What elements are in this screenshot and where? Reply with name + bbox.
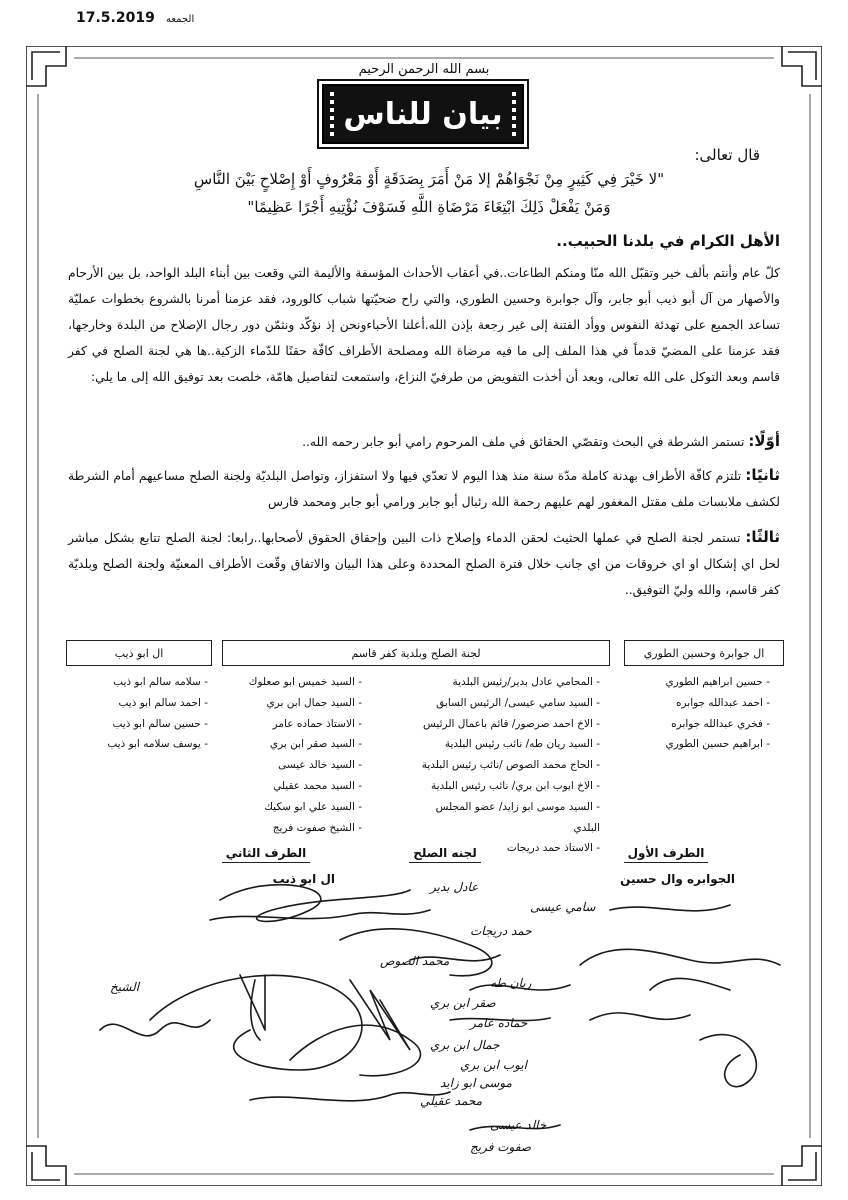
quran-verse-line-1: "لا خَيْرَ فِي كَثِيرٍ مِنْ نَجْوَاهُمْ إلا مَنْ أَمَرَ بِصَدَقَةٍ أَوْ مَعْرُوفٍ أَوْ إِصْلاحٍ بَيْنَ النَّاسِ (193, 170, 665, 188)
signature-heading-second-party (196, 846, 336, 863)
members-jawabra (630, 672, 770, 755)
list-item: - احمد عبدالله جوابره (675, 696, 770, 709)
point-3-text: تستمر لجنة الصلح في عملها الحثيث لحقن الدماء وإصلاح ذات البين وإحقاق الحقوق لأصحابها..رابعا: لجنة الصلح تتابع بشكل مباشر لحل اي إشكال او اي خروقات من اي جانب خلال فترة الصلح المحددة وعلى هذا البيان والاتفاق وقّعت الأطراف المعنيّة ولجنة الصلح وبلديّة كفر قاسم، والله وليّ التوفيق.. (68, 531, 780, 597)
list-item: - الاستاذ حماده عامر (272, 717, 362, 730)
signature-text: سامي عيسى (530, 900, 596, 914)
quran-verse-line-2: وَمَنْ يَفْعَلْ ذَلِكَ ابْتِغَاءَ مَرْضَاةِ اللَّهِ فَسَوْفَ نُؤْتِيهِ أَجْرًا عَظِيمًا" (247, 198, 611, 216)
party-heading-jawabra: ال جوابرة وحسين الطوري (624, 640, 784, 666)
members-committee-col1 (420, 672, 600, 859)
bismillah: بسم الله الرحمن الرحيم (358, 62, 490, 77)
signature-text: محمد عقيلي (420, 1094, 483, 1108)
list-item: - حسين ابراهيم الطوري (665, 676, 770, 688)
point-3-lead: ثالثًا: (745, 528, 780, 546)
quran-intro: قال تعالى: (694, 146, 760, 164)
list-item: - السيد موسى ابو زايد/ عضو المجلس البلدي (435, 800, 600, 834)
list-item: - سلامه سالم ابو ذيب (113, 676, 208, 688)
signature-text: الشيخ (110, 980, 140, 994)
signature-text: ريان طه (490, 976, 532, 990)
point-2-text: تلتزم كافّة الأطراف بهدنة كاملة مدّة سنة منذ هذا اليوم لا تعدّي فيها ولا استفزاز، وتواصل البلديّة ولجنة الصلح مساعيهم أمام الشرطة لكشف ملابسات ملف مقتل المغفور لهم عليهم رحمة الله رئبال أبو جابر ورامي أبو جابر ومحمد فارس (68, 469, 780, 509)
list-item: - السيد محمد عقيلي (273, 779, 362, 792)
signature-text: جمال ابن بري (430, 1038, 500, 1052)
body-paragraph: كلّ عام وأنتم بألف خير وتقبّل الله منّا ومنكم الطاعات..في أعقاب الأحداث المؤسفة والأليمة التي وقعت بين أبناء البلد الواحد، بل بين الأرحام والأصهار من آل أبو ذيب أبو جابر، وآل جوابرة وحسين الطوري، والتي راح ضحيّتها شباب كالورود، فقد عزمنا أمرنا بالشروع بخطوات عمليّة تساعد الجميع على تهدئة النفوس ووأد الفتنة إلى غير رجعة بإذن الله.أعلنا الأحباءونحن إذ نؤكّد ونثمّن دور رجال الإصلاح من البلدة وخارجها، فقد عزمنا على المضيّ قدماً في هذا الملف إلى ما فيه مرضاة الله ومصلحة الأطراف كافّة حقنًا للدّماء الزكية..ها هي لجنة الصلح في كفر قاسم وبعد التوكل على الله تعالى، وبعد أن أخذت التفويض من طرفيّ النزاع، واستمعت لتفاصيل هامّة، خلصت بعد توفيق الله إلى ما يلي: (68, 266, 780, 384)
list-item: - السيد جمال ابن بري (266, 696, 362, 709)
greeting: الأهل الكرام في بلدنا الحبيب.. (556, 232, 780, 250)
signature-text: عادل بدير (430, 880, 479, 894)
list-item: - الاخ ايوب ابن بري/ نائب رئيس البلدية (430, 779, 600, 792)
list-item: - الشيخ صفوت فريج (272, 821, 362, 834)
members-committee-col2 (222, 672, 362, 838)
list-item: - السيد علي ابو سكيك (264, 800, 362, 813)
list-item: - احمد سالم ابو ذيب (118, 696, 208, 709)
point-1-lead: أوّلًا: (748, 432, 780, 450)
list-item: - الاستاذ حمد دريجات (506, 842, 600, 855)
list-item: - ابراهيم حسين الطوري (665, 738, 770, 751)
first-party-label: الطرف الأول (624, 846, 709, 863)
header-date: 17.5.2019 (76, 10, 155, 26)
list-item: - السيد خالد عيسى (278, 759, 362, 772)
signature-text: خالد عيسى (490, 1118, 547, 1132)
list-item: - السيد ريان طه/ نائب رئيس البلدية (444, 738, 600, 751)
signature-text: صفوت فريج (470, 1140, 532, 1154)
signature-text: موسى ابو زايد (440, 1076, 512, 1090)
point-2-lead: ثانيًا: (745, 466, 780, 484)
page-title (322, 84, 524, 144)
point-3 (68, 524, 780, 603)
signature-heading-first-party (596, 846, 736, 863)
party-heading-abu-theeb: ال ابو ذيب (66, 640, 212, 666)
handwritten-signatures (50, 880, 810, 1170)
members-abu-theeb (68, 672, 208, 755)
top-header (26, 10, 822, 30)
list-item: - المحامي عادل بدير/رئيس البلدية (452, 676, 600, 688)
signature-text: حماده عامر (470, 1016, 528, 1030)
first-party-sub: الجوابره وال حسين (620, 872, 735, 886)
list-item: - يوسف سلامه ابو ذيب (107, 738, 208, 751)
signature-text: صقر ابن بري (430, 996, 496, 1010)
point-1-text: تستمر الشرطة في البحث وتقصّي الحقائق في ملف المرحوم رامي أبو جابر رحمه الله.. (302, 435, 745, 449)
header-day: الجمعه (166, 14, 195, 25)
second-party-label: الطرف الثاني (222, 846, 311, 863)
signature-heading-committee (385, 846, 505, 863)
list-item: - حسين سالم ابو ذيب (112, 717, 208, 730)
list-item: - السيد سامي عيسى/ الرئيس السابق (436, 696, 600, 709)
second-party-sub: ال ابو ذيب (272, 872, 335, 886)
title-ornament-right (512, 92, 516, 136)
signature-text: ايوب ابن بري (460, 1058, 527, 1072)
party-heading-committee: لجنة الصلح وبلدية كفر قاسم (222, 640, 610, 666)
signature-scribbles (50, 880, 810, 1170)
list-item: - السيد صقر ابن بري (269, 738, 362, 751)
list-item: - فخري عبدالله جوابره (671, 717, 770, 730)
list-item: - الاخ احمد صرصور/ قائم باعمال الرئيس (423, 717, 600, 730)
title-text: بيان للناس (343, 96, 503, 132)
point-2 (68, 462, 780, 515)
signature-text: محمد الصوص (380, 954, 450, 968)
point-1 (68, 428, 780, 455)
title-ornament-left (330, 92, 334, 136)
list-item: - الحاج محمد الصوص /نائب رئيس البلدية (421, 759, 600, 772)
committee-label: لجنه الصلح (409, 846, 481, 863)
list-item: - السيد خميس ابو صعلوك (248, 676, 362, 688)
signature-text: حمد دريجات (470, 924, 532, 938)
